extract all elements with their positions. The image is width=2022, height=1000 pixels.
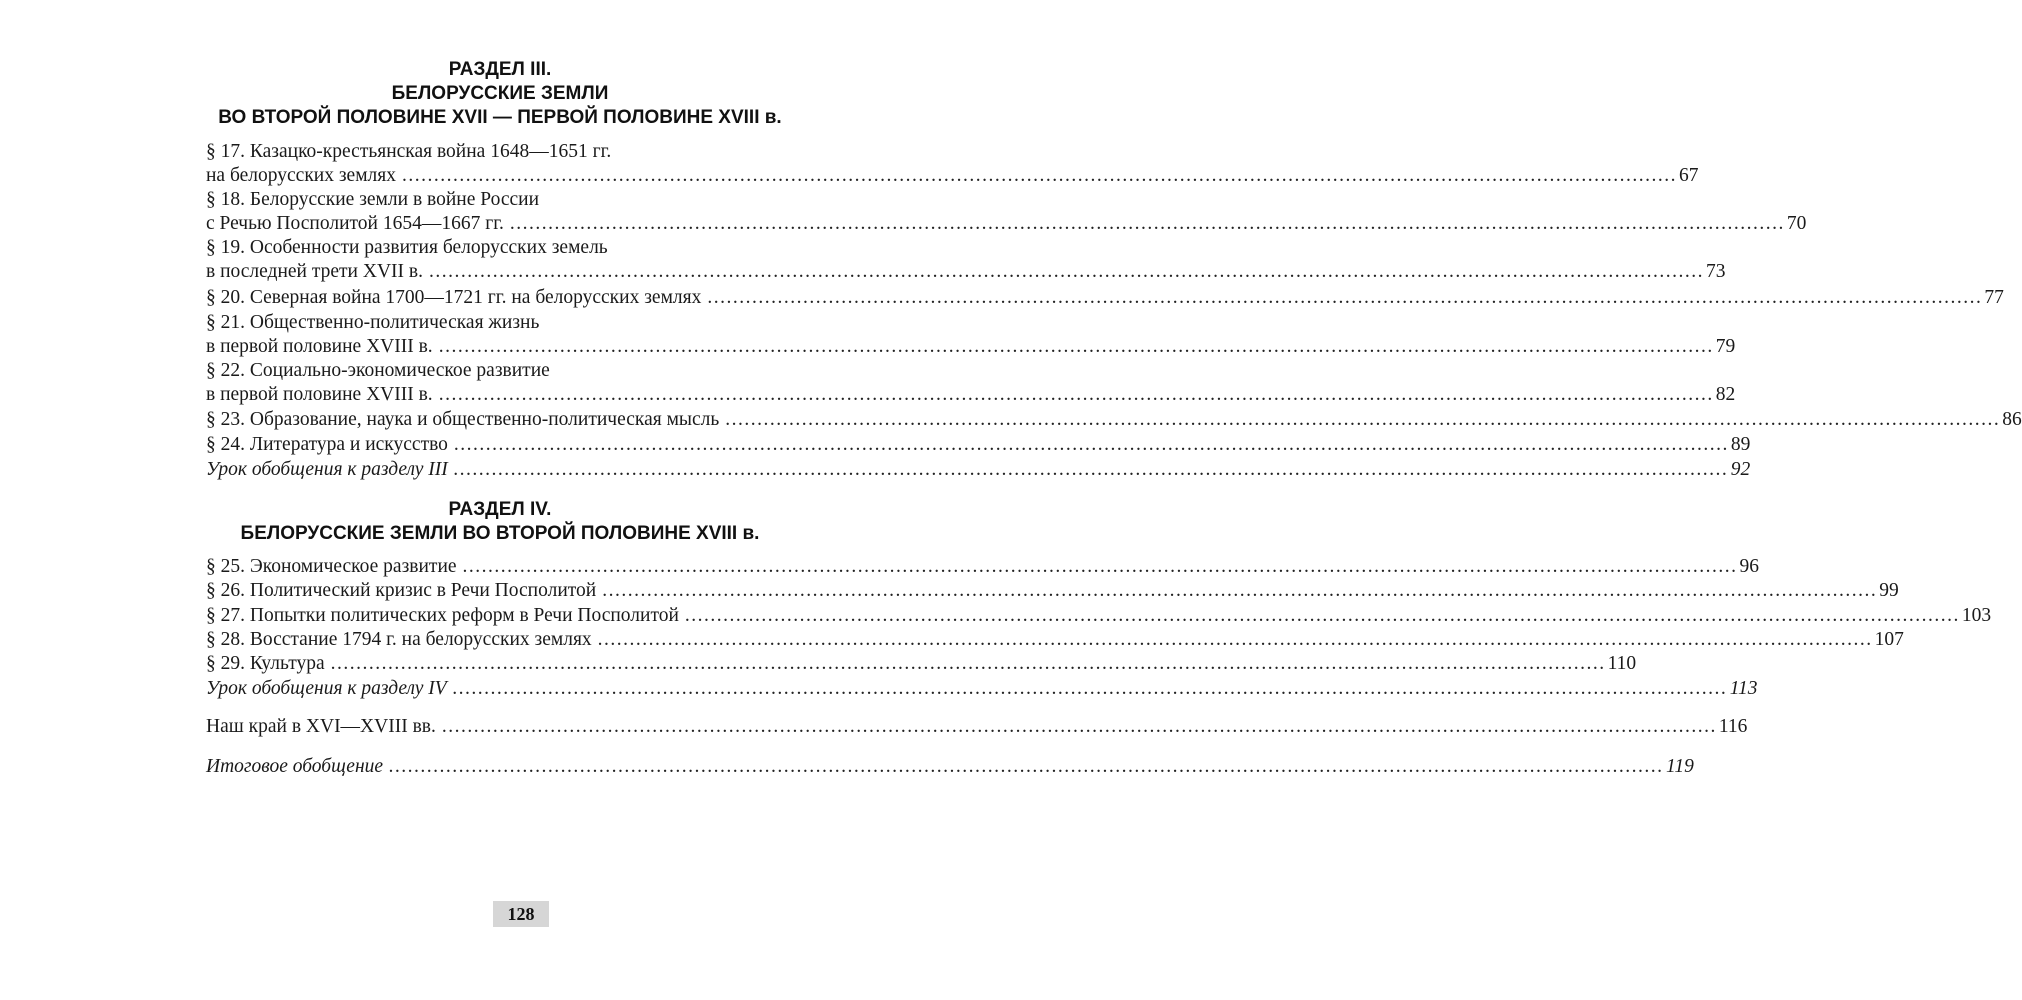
dot-leader: ........................................................................................................................................................................................................ xyxy=(438,384,1714,405)
section-3-title-line2: ВО ВТОРОЙ ПОЛОВИНЕ XVII — ПЕРВОЙ ПОЛОВИНЕ XVIII в. xyxy=(218,107,782,128)
dot-leader: ........................................................................................................................................................................................................ xyxy=(402,165,1678,186)
toc-entry-final-review[interactable]: Итоговое обобщение ........................................................................................................................................................................................................ 119 xyxy=(206,756,1694,777)
page-ref: 116 xyxy=(1718,716,1748,737)
dot-leader: ........................................................................................................................................................................................................ xyxy=(453,459,1729,480)
toc-entry-17[interactable]: на белорусских землях ........................................................................................................................................................................................................ 67 xyxy=(206,165,1699,186)
dot-leader: ........................................................................................................................................................................................................ xyxy=(707,287,1983,308)
toc-entry-22[interactable]: в первой половине XVIII в. ........................................................................................................................................................................................................ 82 xyxy=(206,384,1736,405)
dot-leader: ........................................................................................................................................................................................................ xyxy=(389,756,1665,777)
page-ref: 79 xyxy=(1715,336,1736,357)
dot-leader: ........................................................................................................................................................................................................ xyxy=(602,580,1878,601)
page-ref: 73 xyxy=(1705,261,1726,282)
dot-leader: ........................................................................................................................................................................................................ xyxy=(509,213,1785,234)
toc-entry-21-line1: § 21. Общественно-политическая жизнь xyxy=(206,312,540,333)
toc-entry-18-line1: § 18. Белорусские земли в войне России xyxy=(206,189,540,210)
toc-entry-23[interactable]: § 23. Образование, наука и общественно-политическая мысль ........................................................................................................................................................................................................ 86 xyxy=(206,409,2022,430)
dot-leader: ........................................................................................................................................................................................................ xyxy=(438,336,1714,357)
toc-entry-26[interactable]: § 26. Политический кризис в Речи Посполитой ........................................................................................................................................................................................................ 99 xyxy=(206,580,1899,601)
dot-leader: ........................................................................................................................................................................................................ xyxy=(462,556,1738,577)
page-ref: 119 xyxy=(1666,756,1694,777)
dot-leader: ........................................................................................................................................................................................................ xyxy=(428,261,1704,282)
dot-leader: ........................................................................................................................................................................................................ xyxy=(330,653,1606,674)
toc-entry-29[interactable]: § 29. Культура ........................................................................................................................................................................................................ 110 xyxy=(206,653,1637,674)
toc-entry-22-line1: § 22. Социально-экономическое развитие xyxy=(206,360,550,381)
section-3-number: РАЗДЕЛ III. xyxy=(448,59,552,80)
page-ref: 99 xyxy=(1879,580,1899,601)
page-ref: 77 xyxy=(1984,287,2004,308)
dot-leader: ........................................................................................................................................................................................................ xyxy=(452,678,1728,699)
section-4-title: БЕЛОРУССКИЕ ЗЕМЛИ ВО ВТОРОЙ ПОЛОВИНЕ XVIII в. xyxy=(240,523,760,544)
page-ref: 82 xyxy=(1715,384,1736,405)
toc-entry-27[interactable]: § 27. Попытки политических реформ в Речи Посполитой ........................................................................................................................................................................................................ 103 xyxy=(206,605,1992,626)
page-ref: 67 xyxy=(1679,165,1699,186)
page-ref: 113 xyxy=(1729,678,1758,699)
dot-leader: ........................................................................................................................................................................................................ xyxy=(441,716,1717,737)
toc-entry-19-line1: § 19. Особенности развития белорусских земель xyxy=(206,237,608,258)
page-ref: 96 xyxy=(1739,556,1760,577)
section-4-heading xyxy=(150,498,850,546)
toc-entry-21[interactable]: в первой половине XVIII в. ........................................................................................................................................................................................................ 79 xyxy=(206,336,1736,357)
toc-entry-19[interactable]: в последней трети XVII в. ........................................................................................................................................................................................................ 73 xyxy=(206,261,1726,282)
section-3-title-line1: БЕЛОРУССКИЕ ЗЕМЛИ xyxy=(391,83,609,104)
dot-leader: ........................................................................................................................................................................................................ xyxy=(597,629,1873,650)
toc-entry-20[interactable]: § 20. Северная война 1700—1721 гг. на белорусских землях ........................................................................................................................................................................................................ 77 xyxy=(206,287,2004,308)
toc-entry-17-line1: § 17. Казацко-крестьянская война 1648—1651 гг. xyxy=(206,141,612,162)
section-4-number: РАЗДЕЛ IV. xyxy=(448,499,552,520)
toc-entry-25[interactable]: § 25. Экономическое развитие ........................................................................................................................................................................................................ 96 xyxy=(206,556,1760,577)
toc-entry-18[interactable]: с Речью Посполитой 1654—1667 гг. ........................................................................................................................................................................................................ 70 xyxy=(206,213,1807,234)
toc-entry-review-3[interactable]: Урок обобщения к разделу III ........................................................................................................................................................................................................ 92 xyxy=(206,459,1751,480)
dot-leader: ........................................................................................................................................................................................................ xyxy=(725,409,2001,430)
page-ref: 103 xyxy=(1961,605,1992,626)
dot-leader: ........................................................................................................................................................................................................ xyxy=(684,605,1960,626)
page-ref: 70 xyxy=(1786,213,1807,234)
toc-entry-local-region[interactable]: Наш край в XVI—XVIII вв. ........................................................................................................................................................................................................ 116 xyxy=(206,716,1748,737)
dot-leader: ........................................................................................................................................................................................................ xyxy=(453,434,1729,455)
toc-entry-24[interactable]: § 24. Литература и искусство ........................................................................................................................................................................................................ 89 xyxy=(206,434,1751,455)
page-ref: 89 xyxy=(1730,434,1751,455)
page-ref: 86 xyxy=(2002,409,2022,430)
page-ref: 92 xyxy=(1730,459,1751,480)
section-3-heading xyxy=(150,58,850,130)
page-ref: 107 xyxy=(1874,629,1904,650)
toc-entry-review-4[interactable]: Урок обобщения к разделу IV ........................................................................................................................................................................................................ 113 xyxy=(206,678,1758,699)
page-ref: 110 xyxy=(1607,653,1637,674)
page-number: 128 xyxy=(493,901,549,927)
toc-entry-28[interactable]: § 28. Восстание 1794 г. на белорусских землях ........................................................................................................................................................................................................ 107 xyxy=(206,629,1904,650)
